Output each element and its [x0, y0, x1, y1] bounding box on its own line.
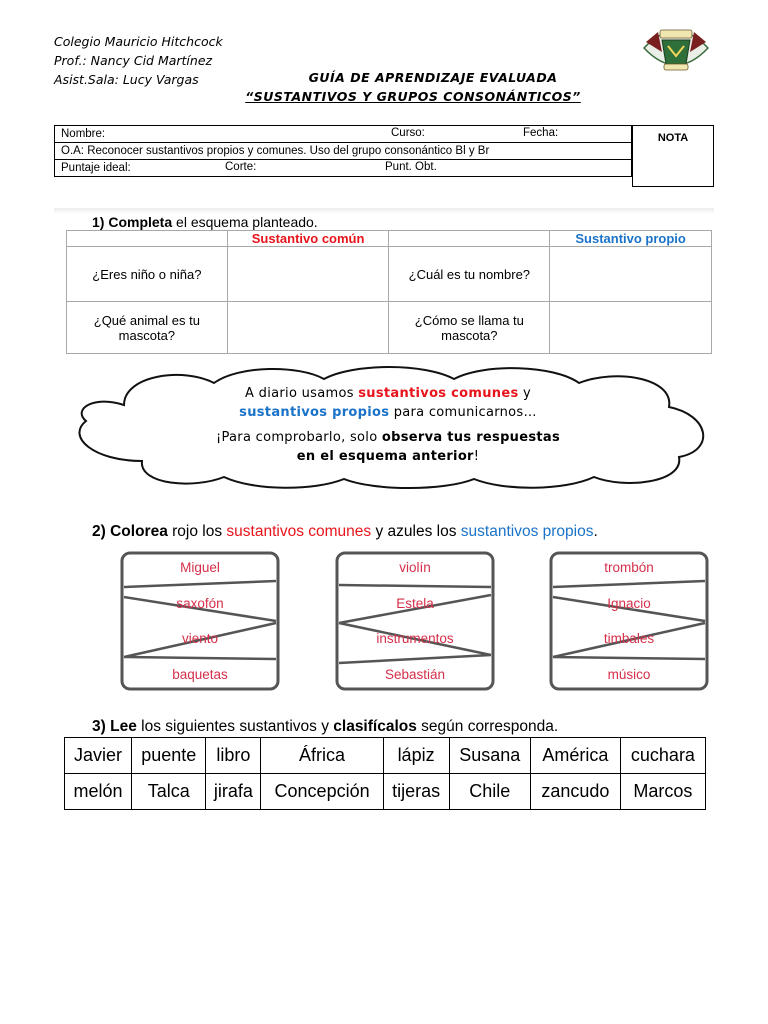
grade-label: NOTA: [657, 132, 689, 144]
word-item[interactable]: Miguel: [180, 560, 220, 575]
section2-common: sustantivos comunes: [226, 523, 372, 540]
word-item[interactable]: músico: [607, 667, 651, 682]
word-box-1: [120, 551, 280, 691]
guide-title: GUÍA DE APRENDIZAJE EVALUADA: [308, 70, 558, 85]
cloud-text-1a: A diario usamos: [245, 386, 359, 401]
noun-cell: cuchara: [620, 738, 705, 774]
course-label: Curso:: [391, 127, 425, 139]
word-item[interactable]: Ignacio: [607, 596, 651, 611]
word-item[interactable]: trombón: [604, 560, 654, 575]
section2-instruction: [92, 523, 598, 541]
section3-instruction: [92, 718, 558, 736]
word-item[interactable]: saxofón: [176, 596, 224, 611]
section3-text-2: según corresponda.: [416, 718, 559, 735]
noun-cell: zancudo: [531, 774, 621, 810]
answer-cell-3[interactable]: [227, 302, 389, 354]
cloud-line-4: [90, 449, 686, 464]
cloud-text-3b: observa tus respuestas: [381, 430, 561, 445]
noun-scheme-table: [66, 230, 712, 354]
noun-cell: Susana: [449, 738, 530, 774]
header-common-noun: Sustantivo común: [227, 231, 389, 247]
student-info-table: [54, 125, 632, 177]
word-item[interactable]: timbales: [603, 631, 655, 646]
section1-number: 1): [92, 214, 105, 230]
noun-cell: melón: [65, 774, 132, 810]
obtained-score-label: Punt. Obt.: [385, 161, 437, 173]
word-item[interactable]: violín: [399, 560, 431, 575]
cloud-line-1: [90, 386, 686, 401]
date-label: Fecha:: [523, 127, 559, 139]
section2-number: 2): [92, 523, 106, 540]
noun-cell: Chile: [449, 774, 530, 810]
grade-box[interactable]: [632, 125, 714, 187]
answer-cell-4[interactable]: [550, 302, 712, 354]
school-logo-icon: [640, 22, 712, 74]
header-empty-2: [389, 231, 550, 247]
cloud-line-3: [90, 430, 686, 445]
section1-text: el esquema planteado.: [172, 214, 318, 230]
cloud-proper-nouns: sustantivos propios: [239, 405, 390, 420]
noun-cell: puente: [132, 738, 206, 774]
table-row: [65, 738, 706, 774]
table-row: [65, 774, 706, 810]
header-proper-noun: Sustantivo propio: [550, 231, 712, 247]
word-item[interactable]: Sebastián: [384, 667, 446, 682]
cloud-common-nouns: sustantivos comunes: [358, 386, 519, 401]
section1-instruction: [92, 214, 318, 230]
noun-cell: Javier: [65, 738, 132, 774]
answer-cell-1[interactable]: [227, 247, 389, 302]
cloud-shape-icon: [64, 365, 714, 490]
header-empty-1: [67, 231, 228, 247]
cloud-text-4a: en el esquema anterior: [296, 449, 474, 464]
section3-number: 3): [92, 718, 106, 735]
word-item[interactable]: instrumentos: [376, 631, 454, 646]
word-item[interactable]: baquetas: [172, 667, 228, 682]
section2-text-1: rojo los: [167, 523, 227, 540]
word-box-3: [549, 551, 709, 691]
guide-subtitle: [0, 89, 768, 104]
cloud-text-1c: y: [518, 386, 531, 401]
objective-text: O.A: Reconocer sustantivos propios y comunes. Uso del grupo consonántico Bl y Br: [61, 145, 490, 157]
cloud-callout: [64, 365, 714, 490]
section2-verb: Colorea: [110, 523, 168, 540]
teacher-name: Prof.: Nancy Cid Martínez: [54, 53, 213, 68]
word-item[interactable]: Estela: [396, 596, 434, 611]
noun-cell: lápiz: [383, 738, 449, 774]
noun-cell: Marcos: [620, 774, 705, 810]
name-label: Nombre:: [61, 128, 106, 140]
nouns-table: [64, 737, 706, 810]
noun-cell: jirafa: [206, 774, 261, 810]
school-name: Colegio Mauricio Hitchcock: [54, 34, 223, 49]
guide-subtitle-text: “SUSTANTIVOS Y GRUPOS CONSONÁNTICOS”: [245, 89, 581, 104]
cloud-text-4b: !: [473, 449, 480, 464]
name-row[interactable]: [55, 126, 632, 143]
assistant-name: Asist.Sala: Lucy Vargas: [54, 72, 199, 87]
cut-label: Corte:: [225, 161, 257, 173]
ideal-score-label: Puntaje ideal:: [61, 162, 131, 174]
question-boy-girl: ¿Eres niño o niña?: [67, 247, 228, 302]
question-pet-animal: ¿Qué animal es tu mascota?: [67, 302, 228, 354]
score-row[interactable]: [55, 160, 632, 177]
cloud-text-3a: ¡Para comprobarlo, solo: [215, 430, 382, 445]
word-item[interactable]: viento: [181, 631, 219, 646]
noun-cell: Concepción: [261, 774, 383, 810]
section2-text-2: y azules los: [371, 523, 461, 540]
question-pet-name: ¿Cómo se llama tu mascota?: [389, 302, 550, 354]
objective-row: [55, 143, 632, 160]
section3-text-1: los siguientes sustantivos y: [136, 718, 334, 735]
answer-cell-2[interactable]: [550, 247, 712, 302]
noun-cell: Talca: [132, 774, 206, 810]
section2-text-3: .: [593, 523, 598, 540]
section3-verb: Lee: [110, 718, 137, 735]
noun-cell: libro: [206, 738, 261, 774]
cloud-line-2: [90, 405, 686, 420]
section2-proper: sustantivos propios: [460, 523, 594, 540]
section1-verb: Completa: [108, 214, 173, 230]
noun-cell: tijeras: [383, 774, 449, 810]
cloud-text-2b: para comunicarnos…: [389, 405, 537, 420]
noun-cell: América: [531, 738, 621, 774]
section3-verb-2: clasifícalos: [333, 718, 417, 735]
word-box-2: [335, 551, 495, 691]
noun-cell: África: [261, 738, 383, 774]
question-your-name: ¿Cuál es tu nombre?: [389, 247, 550, 302]
